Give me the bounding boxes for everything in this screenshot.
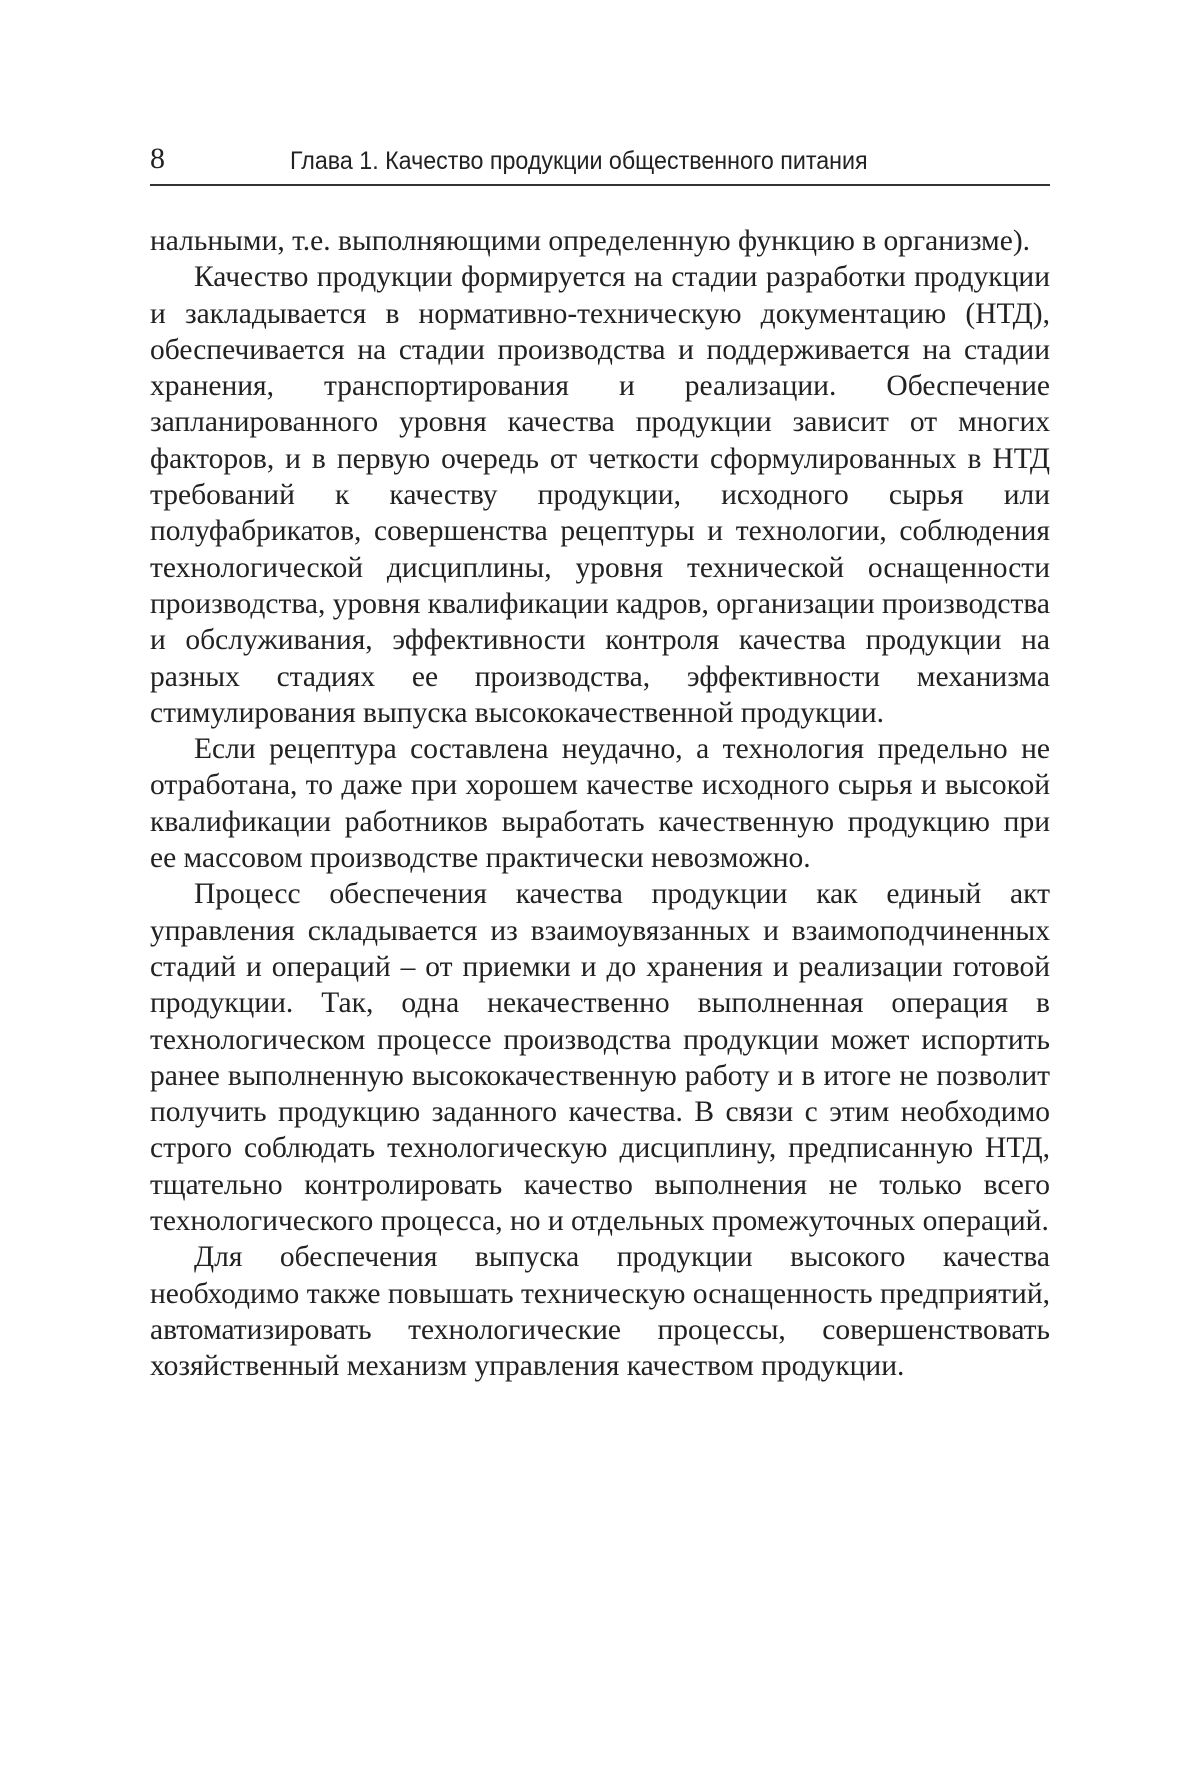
paragraph-quality-formation: Качество продукции формируется на стадии разработки продукции и закладывается в нормативно-техническую документацию (НТД), обеспечивается на стадии производства и поддерживается на стадии хранения, транспортирования и реализации. Обеспечение запланированного уровня качества продукции зависит от многих факторов, и в первую очередь от четкости сформулированных в НТД требований к качеству продукции, исходного сырья или полуфабрикатов, совершенства рецептуры и технологии, соблюдения технологической дисциплины, уровня технической оснащенности производства, уровня квалификации кадров, организации производства и обслуживания, эффективности контроля качества продукции на разных стадиях ее производства, эффективности механизма стимулирования выпуска высококачественной продукции. [150,261,1050,729]
chapter-title: Глава 1. Качество продукции общественного питания [290,147,868,175]
paragraph-continued: нальными, т.е. выполняющими определенную функцию в организме). [150,225,1031,257]
book-page [150,0,1050,1778]
running-header [150,138,1050,186]
paragraph-quality-process: Процесс обеспечения качества продукции как единый акт управления складывается из взаимоувязанных и взаимоподчиненных стадий и операций – от приемки и до хранения и реализации готовой продукции. Так, одна некачественно выполненная операция в технологическом процессе производства продукции может испортить ранее выполненную высококачественную работу и в итоге не позволит получить продукцию заданного качества. В связи с этим необходимо строго соблюдать технологическую дисциплину, предписанную НТД, тщательно контролировать качество выполнения не только всего технологического процесса, но и отдельных промежуточных операций. [150,878,1050,1238]
paragraph-recipe: Если рецептура составлена неудачно, а технология предельно не отработана, то даже при хорошем качестве исходного сырья и высокой квалификации работников выработать качественную продукцию при ее массовом производстве практически невозможно. [150,733,1050,875]
page-number: 8 [150,142,165,175]
body-text [150,223,1050,1385]
paragraph-high-quality-output: Для обеспечения выпуска продукции высокого качества необходимо также повышать техническую оснащенность предприятий, автоматизировать технологические процессы, совершенствовать хозяйственный механизм управления качеством продукции. [150,1241,1050,1383]
